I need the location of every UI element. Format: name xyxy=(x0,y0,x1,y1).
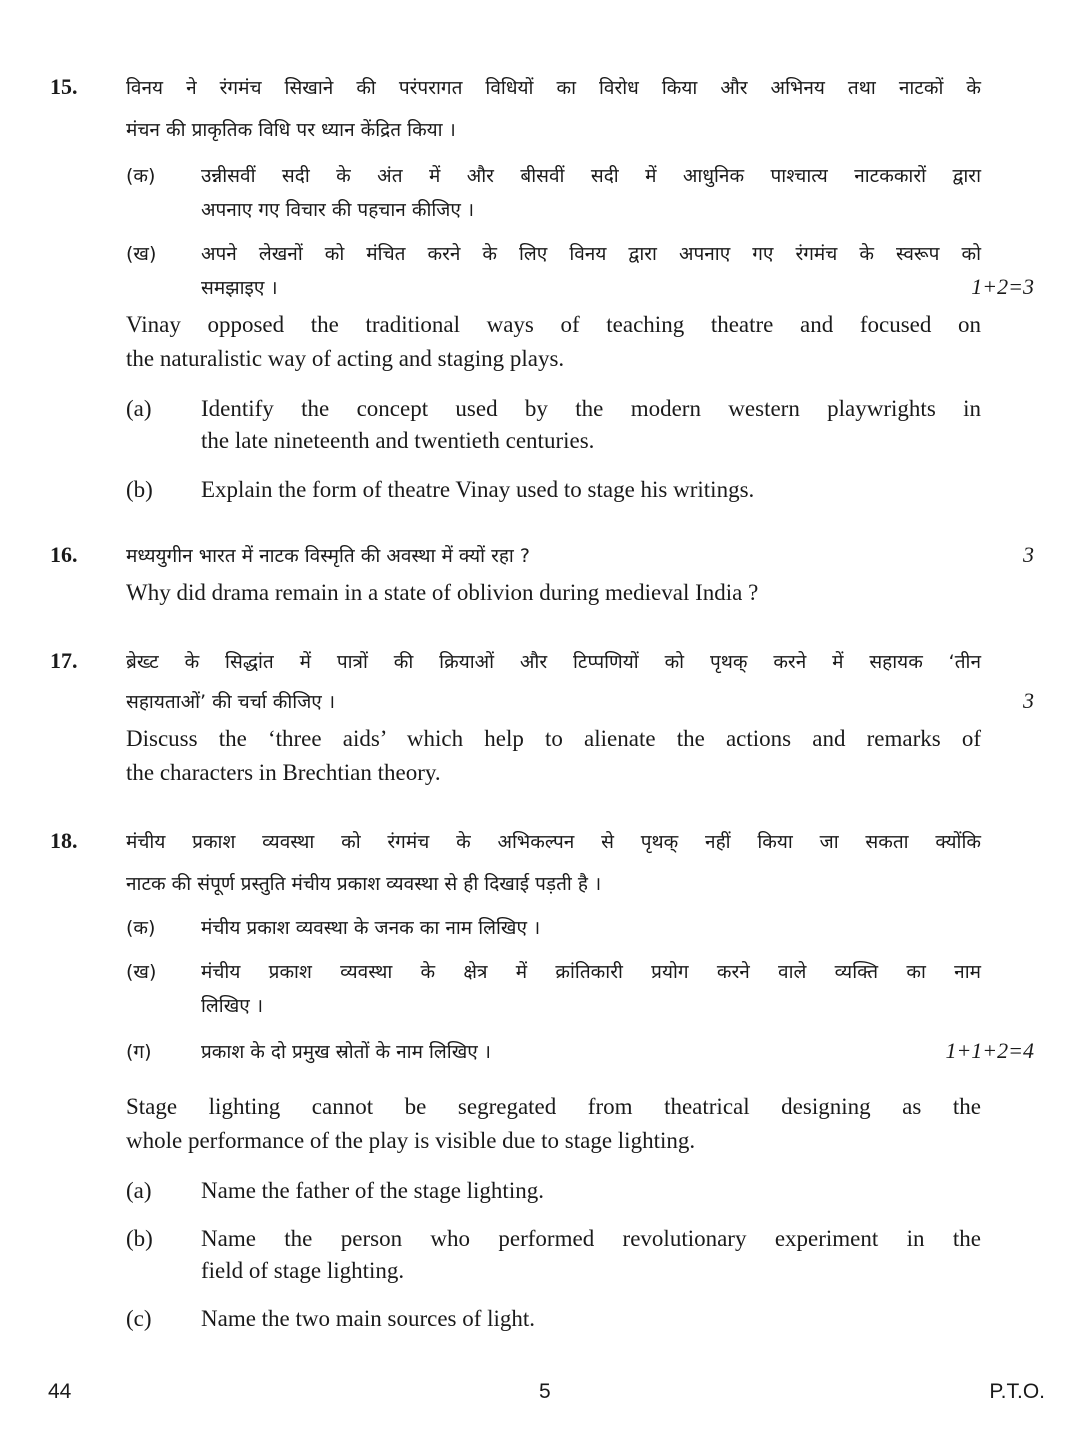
subpart-text: Name the two main sources of light. xyxy=(201,1306,536,1331)
question-text-english: whole performance of the play is visible due to stage lighting. xyxy=(126,1128,696,1153)
question-text-hindi: मध्ययुगीन भारत में नाटक विस्मृति की अवस्था में क्यों रहा ? xyxy=(126,545,530,567)
marks: 3 xyxy=(1023,542,1034,567)
question-number: 17. xyxy=(50,648,78,673)
question-number: 15. xyxy=(50,74,78,99)
question-number: 18. xyxy=(50,828,78,853)
question-text-english: the characters in Brechtian theory. xyxy=(126,760,441,785)
subpart-label: (क) xyxy=(126,917,156,939)
subpart-label: (b) xyxy=(126,1226,153,1251)
subpart-label: (ग) xyxy=(126,1041,152,1063)
subpart-text: मंचीय प्रकाश व्यवस्था के जनक का नाम लिखिए । xyxy=(201,917,541,939)
question-text-hindi: मंचन की प्राकृतिक विधि पर ध्यान केंद्रित किया । xyxy=(126,119,456,141)
subpart-label: (a) xyxy=(126,1178,152,1203)
question-text-hindi: सहायताओं’ की चर्चा कीजिए । xyxy=(126,691,336,713)
question-text-hindi: विनय ने रंगमंच सिखाने की परंपरागत विधियों का विरोध किया और अभिनय तथा नाटकों के xyxy=(126,77,981,99)
subpart-label: (क) xyxy=(126,165,156,187)
subpart-text: लिखिए । xyxy=(201,995,264,1017)
subpart-text: Explain the form of theatre Vinay used to stage his writings. xyxy=(201,477,755,502)
subpart-text: field of stage lighting. xyxy=(201,1258,405,1283)
subpart-text: समझाइए । xyxy=(201,277,278,299)
pto-label: P.T.O. xyxy=(989,1380,1045,1403)
marks: 1+2=3 xyxy=(971,274,1034,299)
question-text-hindi: नाटक की संपूर्ण प्रस्तुति मंचीय प्रकाश व्यवस्था से ही दिखाई पड़ती है । xyxy=(126,873,602,895)
subpart-label: (b) xyxy=(126,477,153,502)
subpart-label: (c) xyxy=(126,1306,152,1331)
subpart-label: (a) xyxy=(126,396,152,421)
subpart-text: प्रकाश के दो प्रमुख स्रोतों के नाम लिखिए । xyxy=(201,1041,491,1063)
page-number: 5 xyxy=(539,1380,551,1403)
question-text-english: Stage lighting cannot be segregated from theatrical designing as the xyxy=(126,1094,981,1119)
subpart-text: the late nineteenth and twentieth centuries. xyxy=(201,428,595,453)
marks: 3 xyxy=(1023,688,1034,713)
question-text-english: Why did drama remain in a state of oblivion during medieval India ? xyxy=(126,580,759,605)
question-text-english: Discuss the ‘three aids’ which help to alienate the actions and remarks of xyxy=(126,726,981,751)
question-text-english: Vinay opposed the traditional ways of teaching theatre and focused on xyxy=(126,312,981,337)
paper-code: 44 xyxy=(48,1380,72,1403)
subpart-text: Name the person who performed revolutionary experiment in the xyxy=(201,1226,981,1251)
subpart-text: मंचीय प्रकाश व्यवस्था के क्षेत्र में क्रांतिकारी प्रयोग करने वाले व्यक्ति का नाम xyxy=(201,961,981,983)
subpart-text: Identify the concept used by the modern western playwrights in xyxy=(201,396,981,421)
question-text-hindi: मंचीय प्रकाश व्यवस्था को रंगमंच के अभिकल्पन से पृथक् नहीं किया जा सकता क्योंकि xyxy=(126,831,981,853)
question-text-hindi: ब्रेख्ट के सिद्धांत में पात्रों की क्रियाओं और टिप्पणियों को पृथक् करने में सहायक ‘तीन xyxy=(126,651,981,673)
marks: 1+1+2=4 xyxy=(945,1038,1034,1063)
question-number: 16. xyxy=(50,542,78,567)
subpart-label: (ख) xyxy=(126,243,157,265)
subpart-text: अपने लेखनों को मंचित करने के लिए विनय द्वारा अपनाए गए रंगमंच के स्वरूप को xyxy=(201,243,981,265)
subpart-text: Name the father of the stage lighting. xyxy=(201,1178,544,1203)
subpart-label: (ख) xyxy=(126,961,157,983)
subpart-text: उन्नीसवीं सदी के अंत में और बीसवीं सदी में आधुनिक पाश्चात्य नाटककारों द्वारा xyxy=(201,165,981,187)
subpart-text: अपनाए गए विचार की पहचान कीजिए । xyxy=(201,199,475,221)
question-text-english: the naturalistic way of acting and staging plays. xyxy=(126,346,565,371)
